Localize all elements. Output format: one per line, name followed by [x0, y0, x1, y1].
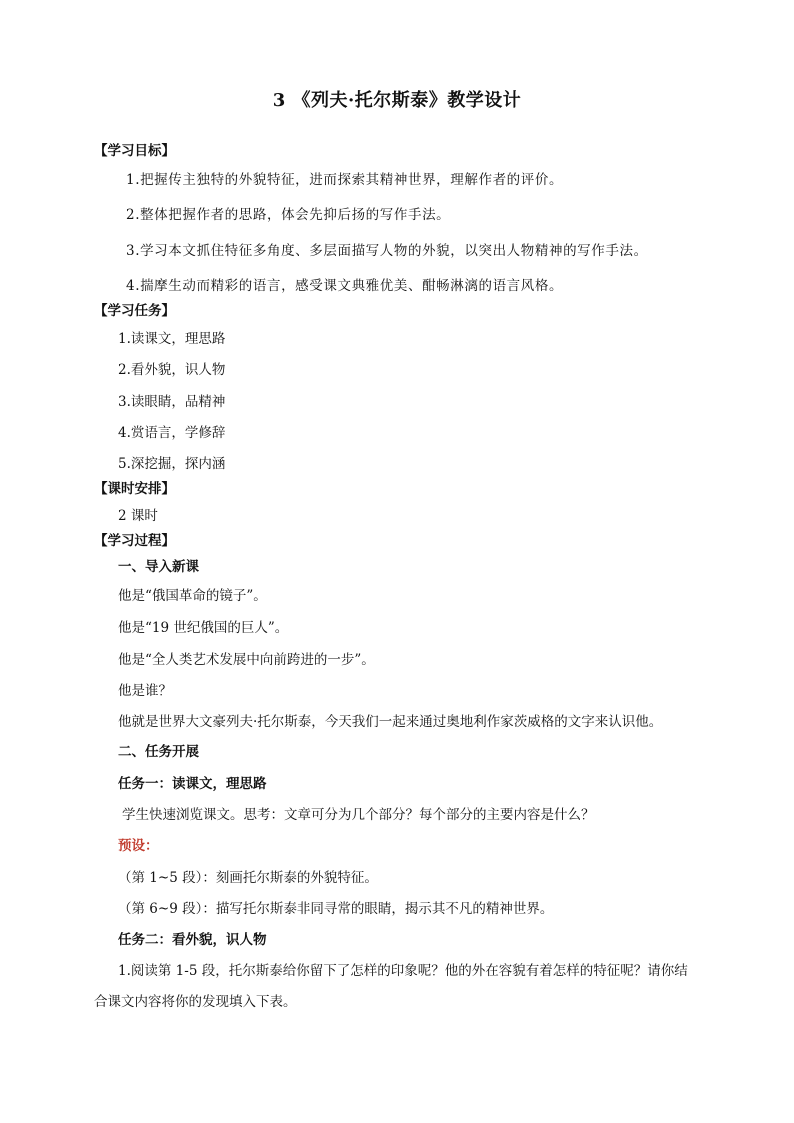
intro-line: 他是谁？ — [118, 683, 172, 699]
preset-label: 预设： — [118, 838, 159, 854]
task1-heading: 任务一：读课文，理思路 — [118, 776, 267, 792]
preset-line: （第 6~9 段）：描写托尔斯泰非同寻常的眼睛，揭示其不凡的精神世界。 — [118, 901, 554, 917]
objective-item: 3.学习本文抓住特征多角度、多层面描写人物的外貌，以突出人物精神的写作手法。 — [126, 243, 648, 259]
tasks-heading: 【学习任务】 — [94, 303, 175, 319]
schedule-value: 2 课时 — [118, 508, 158, 524]
objective-item: 2.整体把握作者的思路，体会先抑后扬的写作手法。 — [126, 207, 451, 223]
task1-question: 学生快速浏览课文。思考：文章可分为几个部分？每个部分的主要内容是什么？ — [122, 807, 595, 823]
task-item: 2.看外貌，识人物 — [118, 362, 226, 378]
expand-heading: 二、任务开展 — [118, 744, 199, 760]
intro-heading: 一、导入新课 — [118, 559, 199, 575]
intro-line: 他是“19 世纪俄国的巨人”。 — [118, 620, 289, 636]
intro-line: 他是“全人类艺术发展中向前跨进的一步”。 — [118, 652, 375, 668]
task2-heading: 任务二：看外貌，识人物 — [118, 932, 267, 948]
objective-item: 1.把握传主独特的外貌特征，进而探索其精神世界，理解作者的评价。 — [126, 172, 564, 188]
task-item: 3.读眼睛，品精神 — [118, 394, 226, 410]
preset-line: （第 1~5 段）：刻画托尔斯泰的外貌特征。 — [118, 870, 378, 886]
intro-line: 他是“俄国革命的镜子”。 — [118, 588, 267, 604]
task2-question-line: 1.阅读第 1-5 段，托尔斯泰给你留下了怎样的印象呢？他的外在容貌有着怎样的特征呢？请你结 — [118, 963, 688, 979]
task-item: 1.读课文，理思路 — [118, 331, 226, 347]
task-item: 4.赏语言，学修辞 — [118, 425, 226, 441]
process-heading: 【学习过程】 — [94, 533, 175, 549]
task-item: 5.深挖掘，探内涵 — [118, 456, 226, 472]
objectives-heading: 【学习目标】 — [94, 143, 175, 159]
task2-question-line: 合课文内容将你的发现填入下表。 — [94, 994, 297, 1010]
objective-item: 4.揣摩生动而精彩的语言，感受课文典雅优美、酣畅淋漓的语言风格。 — [126, 278, 564, 294]
schedule-heading: 【课时安排】 — [94, 481, 175, 497]
page-title: 3 《列夫·托尔斯泰》教学设计 — [272, 90, 522, 111]
intro-line: 他就是世界大文豪列夫·托尔斯泰，今天我们一起来通过奥地利作家茨威格的文字来认识他。 — [118, 714, 663, 730]
